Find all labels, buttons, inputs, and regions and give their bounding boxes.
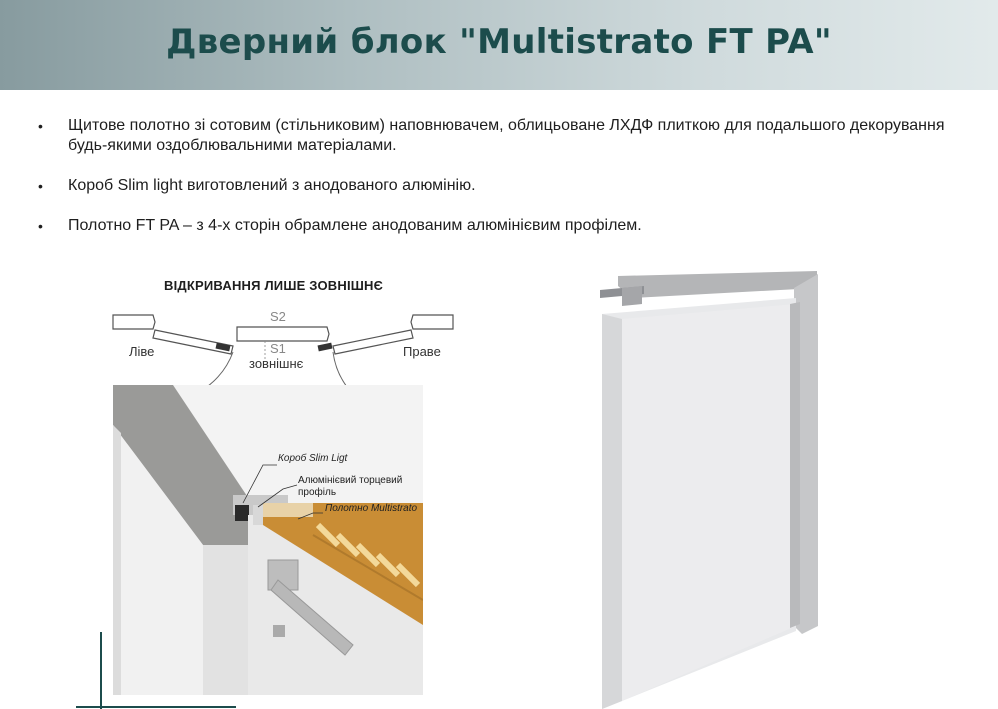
feature-text: Короб Slim light виготовлений з анодованого алюмінію. (68, 177, 476, 194)
bullet-icon: • (38, 178, 43, 194)
callout-frame: Короб Slim Ligt (278, 453, 348, 464)
outside-label: зовнішнє (249, 356, 304, 371)
door-cutaway-image (113, 385, 423, 695)
feature-item (38, 116, 968, 156)
callout-profile-line2: профіль (298, 487, 337, 498)
left-opening-label: Ліве (129, 344, 155, 359)
decorative-horizontal-line (76, 706, 236, 708)
right-opening-label: Праве (403, 344, 441, 359)
callout-profile-line1: Алюмінієвий торцевий (298, 475, 403, 486)
decorative-vertical-line (100, 632, 102, 709)
feature-text: Щитове полотно зі сотовим (стільниковим) наповнювачем, облицьоване ЛХДФ плиткою для подальшого декорування будь-якими оздоблювальними матеріалами. (68, 117, 945, 154)
feature-list (38, 116, 968, 256)
opening-diagram-title: ВІДКРИВАННЯ ЛИШЕ ЗОВНІШНЄ (164, 278, 384, 293)
bullet-icon: • (38, 118, 43, 134)
feature-item (38, 176, 968, 196)
side-s2-label: S2 (270, 309, 286, 324)
door-product-image (582, 246, 832, 709)
feature-item (38, 216, 968, 236)
callout-leaf: Полотно Multistrato (325, 503, 418, 514)
callout-lines (113, 385, 423, 695)
door-illustration (582, 246, 832, 709)
header-banner (0, 0, 998, 90)
bullet-icon: • (38, 218, 43, 234)
feature-text: Полотно FT PA – з 4-х сторін обрамлене анодованим алюмінієвим профілем. (68, 217, 642, 234)
side-s1-label: S1 (270, 341, 286, 356)
page-title: Дверний блок "Multistrato FT PA" (166, 22, 832, 62)
